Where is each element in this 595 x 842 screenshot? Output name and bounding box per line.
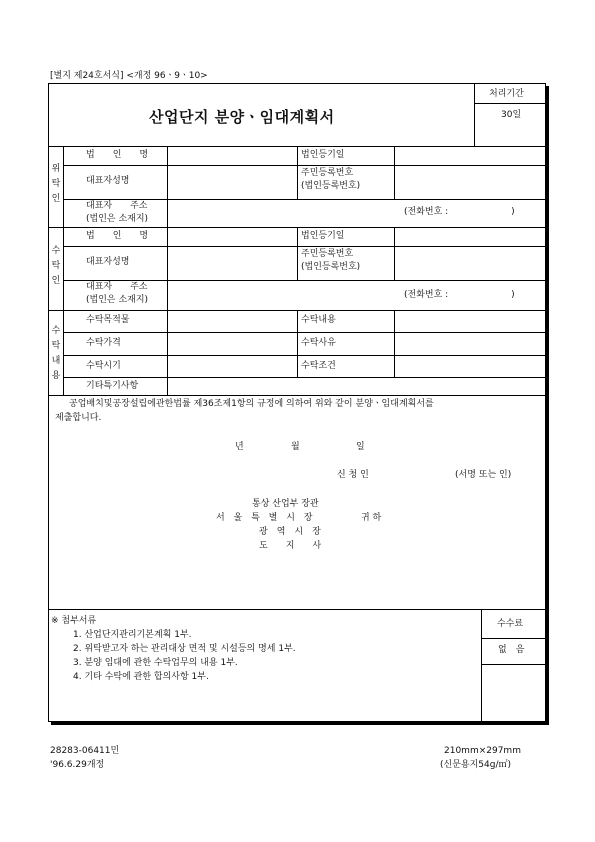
date-year: 년 — [235, 442, 244, 452]
trustee-corp-reg-date-label: 법인등기일 — [301, 231, 345, 241]
attachment-item: 2. 위탁받고자 하는 관리대상 면적 및 시설등의 명세 1부. — [73, 644, 296, 654]
attachment-item: 3. 분양 임대에 관한 수탁업무의 내용 1부. — [73, 658, 238, 668]
addressee-suffix: 귀 하 — [361, 513, 382, 523]
trust-other-label: 기타특기사항 — [86, 381, 139, 391]
fee-label: 수수료 — [497, 619, 524, 629]
consignor-section-label: 위 탁 인 — [51, 164, 61, 204]
trust-reason-label: 수탁사유 — [301, 338, 336, 348]
statement-line-2: 제출합니다. — [55, 413, 102, 423]
processing-period-value: 30일 — [501, 110, 522, 120]
attachment-item: 1. 산업단지관리기본계획 1부. — [73, 630, 192, 640]
trustee-address-sub: (법인은 소재지) — [86, 295, 149, 305]
attachment-item: 4. 기타 수탁에 관한 합의사항 1부. — [73, 672, 209, 682]
trustee-rep-name-label: 대표자성명 — [86, 257, 130, 267]
applicant-sign: (서명 또는 인) — [455, 470, 512, 480]
addressee-line-1: 통상 산업부 장관 — [252, 499, 319, 509]
form-shadow-right — [546, 86, 549, 725]
addressee-line-2: 서 울 특 별 시 장 — [216, 513, 316, 523]
trustee-rrn-label: 주민등록번호 — [301, 249, 354, 259]
trust-content-label: 수탁내용 — [301, 315, 336, 325]
consignor-address-label: 대표자 주소 — [86, 201, 148, 211]
consignor-corp-reg-date-label: 법인등기일 — [301, 150, 345, 160]
consignor-rrn-label: 주민등록번호 — [301, 168, 354, 178]
form-shadow-bottom — [51, 722, 549, 725]
form-number: [별지 제24호서식] <개정 96ㆍ9ㆍ10> — [50, 71, 208, 81]
processing-period-label: 처리기간 — [489, 89, 524, 99]
date-month: 월 — [291, 442, 300, 452]
addressee-line-3: 광 역 시 장 — [259, 527, 321, 537]
consignor-corp-name-label: 법 인 명 — [86, 150, 149, 160]
consignor-phone: (전화번호 : ) — [404, 207, 515, 217]
footer-paper: (신문용지54g/㎡) — [440, 760, 511, 770]
consignor-rep-name-label: 대표자성명 — [86, 176, 130, 186]
trust-period-label: 수탁시기 — [86, 361, 121, 371]
consignor-address-sub: (법인은 소재지) — [86, 214, 149, 224]
footer-revision: '96.6.29개정 — [50, 760, 105, 770]
form-title: 산업단지 분양ㆍ임대계획서 — [149, 108, 335, 126]
attachments-heading: ※ 첨부서류 — [51, 616, 97, 626]
trustee-crn-label: (법인등록번호) — [301, 262, 361, 272]
trust-section-label: 수 탁 내 용 — [51, 326, 61, 381]
addressee-line-4: 도 지 사 — [259, 541, 322, 551]
application-form — [48, 83, 546, 722]
trustee-address-label: 대표자 주소 — [86, 282, 148, 292]
trustee-section-label: 수 탁 인 — [51, 246, 61, 286]
trust-price-label: 수탁가격 — [86, 338, 121, 348]
footer-code: 28283-06411민 — [50, 746, 120, 756]
consignor-crn-label: (법인등록번호) — [301, 181, 361, 191]
trustee-corp-name-label: 법 인 명 — [86, 231, 149, 241]
trust-condition-label: 수탁조건 — [301, 361, 336, 371]
date-day: 일 — [356, 442, 365, 452]
statement-line-1: 공업배치및공장설립에관한법률 제36조제1항의 규정에 의하여 위와 같이 분양ㆍ임대계획서를 — [69, 399, 434, 409]
fee-value: 없 음 — [498, 645, 525, 655]
footer-size: 210mm×297mm — [444, 746, 521, 756]
trust-object-label: 수탁목적물 — [86, 315, 130, 325]
applicant-label: 신 청 인 — [337, 470, 369, 480]
trustee-phone: (전화번호 : ) — [404, 290, 515, 300]
